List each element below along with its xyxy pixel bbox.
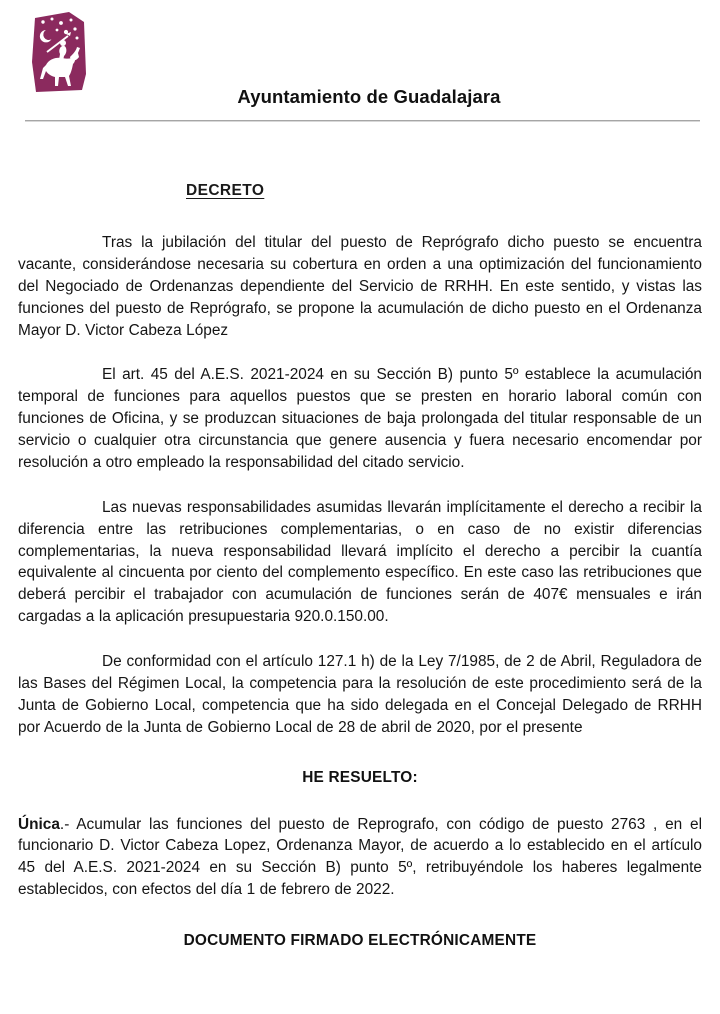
paragraph-2: El art. 45 del A.E.S. 2021-2024 en su Sección B) punto 5º establece la acumulación temporal de funciones para aquellos puestos que se presten en horario laboral común con funciones de Oficina, y se produzcan situaciones de baja prolongada del titular responsable de un servicio o cualquier otra circunstancia que genere ausencia y fuera necesario encomendar por resolución a otro empleado la responsabilidad del citado servicio.: [18, 366, 702, 471]
paragraph-4: De conformidad con el artículo 127.1 h) de la Ley 7/1985, de 2 de Abril, Reguladora de las Bases del Régimen Local, la competencia para la resolución de este procedimiento será de la Junta de Gobierno Local, competencia que ha sido delegada en el Concejal Delegado de RRHH por Acuerdo de la Junta de Gobierno Local de 28 de abril de 2020, por el presente: [18, 653, 702, 736]
resolution-paragraph: [18, 814, 702, 902]
document-body: [18, 122, 702, 950]
guadalajara-coat-of-arms-icon: [22, 10, 94, 95]
resolution-text: .- Acumular las funciones del puesto de Reprografo, con código de puesto 2763 , en el funcionario D. Victor Cabeza Lopez, Ordenanza Mayor, de acuerdo a lo establecido en el artículo 45 del A.E.S. 2021-2024 en su Sección B) punto 5º, retribuyéndole los haberes legalmente establecidos, con efectos del día 1 de febrero de 2022.: [18, 815, 702, 899]
paragraph-3: Las nuevas responsabilidades asumidas llevarán implícitamente el derecho a recibir la diferencia entre las retribuciones complementarias, o en caso de no existir diferencias complementarias, la nueva responsabilidad llevará implícito el derecho a percibir la cuantía equivalente al cincuenta por ciento del complemento específico. En este caso las retribuciones que deberá percibir el trabajador con acumulación de funciones serán de 407€ mensuales e irán cargadas a la aplicación presupuestaria 920.0.150.00.: [18, 498, 702, 626]
paragraph-1: Tras la jubilación del titular del puesto de Reprógrafo dicho puesto se encuentra vacante, considerándose necesaria su cobertura en orden a una optimización del funcionamiento del Negociado de Ordenanzas dependiente del Servicio de RRHH. En este sentido, y vistas las funciones del puesto de Reprógrafo, se propone la acumulación de dicho puesto en el Ordenanza Mayor D. Victor Cabeza López: [18, 234, 702, 339]
electronic-signature-note: DOCUMENTO FIRMADO ELECTRÓNICAMENTE: [183, 932, 537, 949]
decreto-heading: DECRETO: [186, 182, 265, 199]
resolution-heading: HE RESUELTO:: [302, 768, 418, 786]
document-header: [0, 0, 720, 122]
page-title: Ayuntamiento de Guadalajara: [237, 86, 501, 107]
decreto-heading-wrap: [18, 182, 702, 200]
resolution-lead: Única: [18, 815, 60, 833]
